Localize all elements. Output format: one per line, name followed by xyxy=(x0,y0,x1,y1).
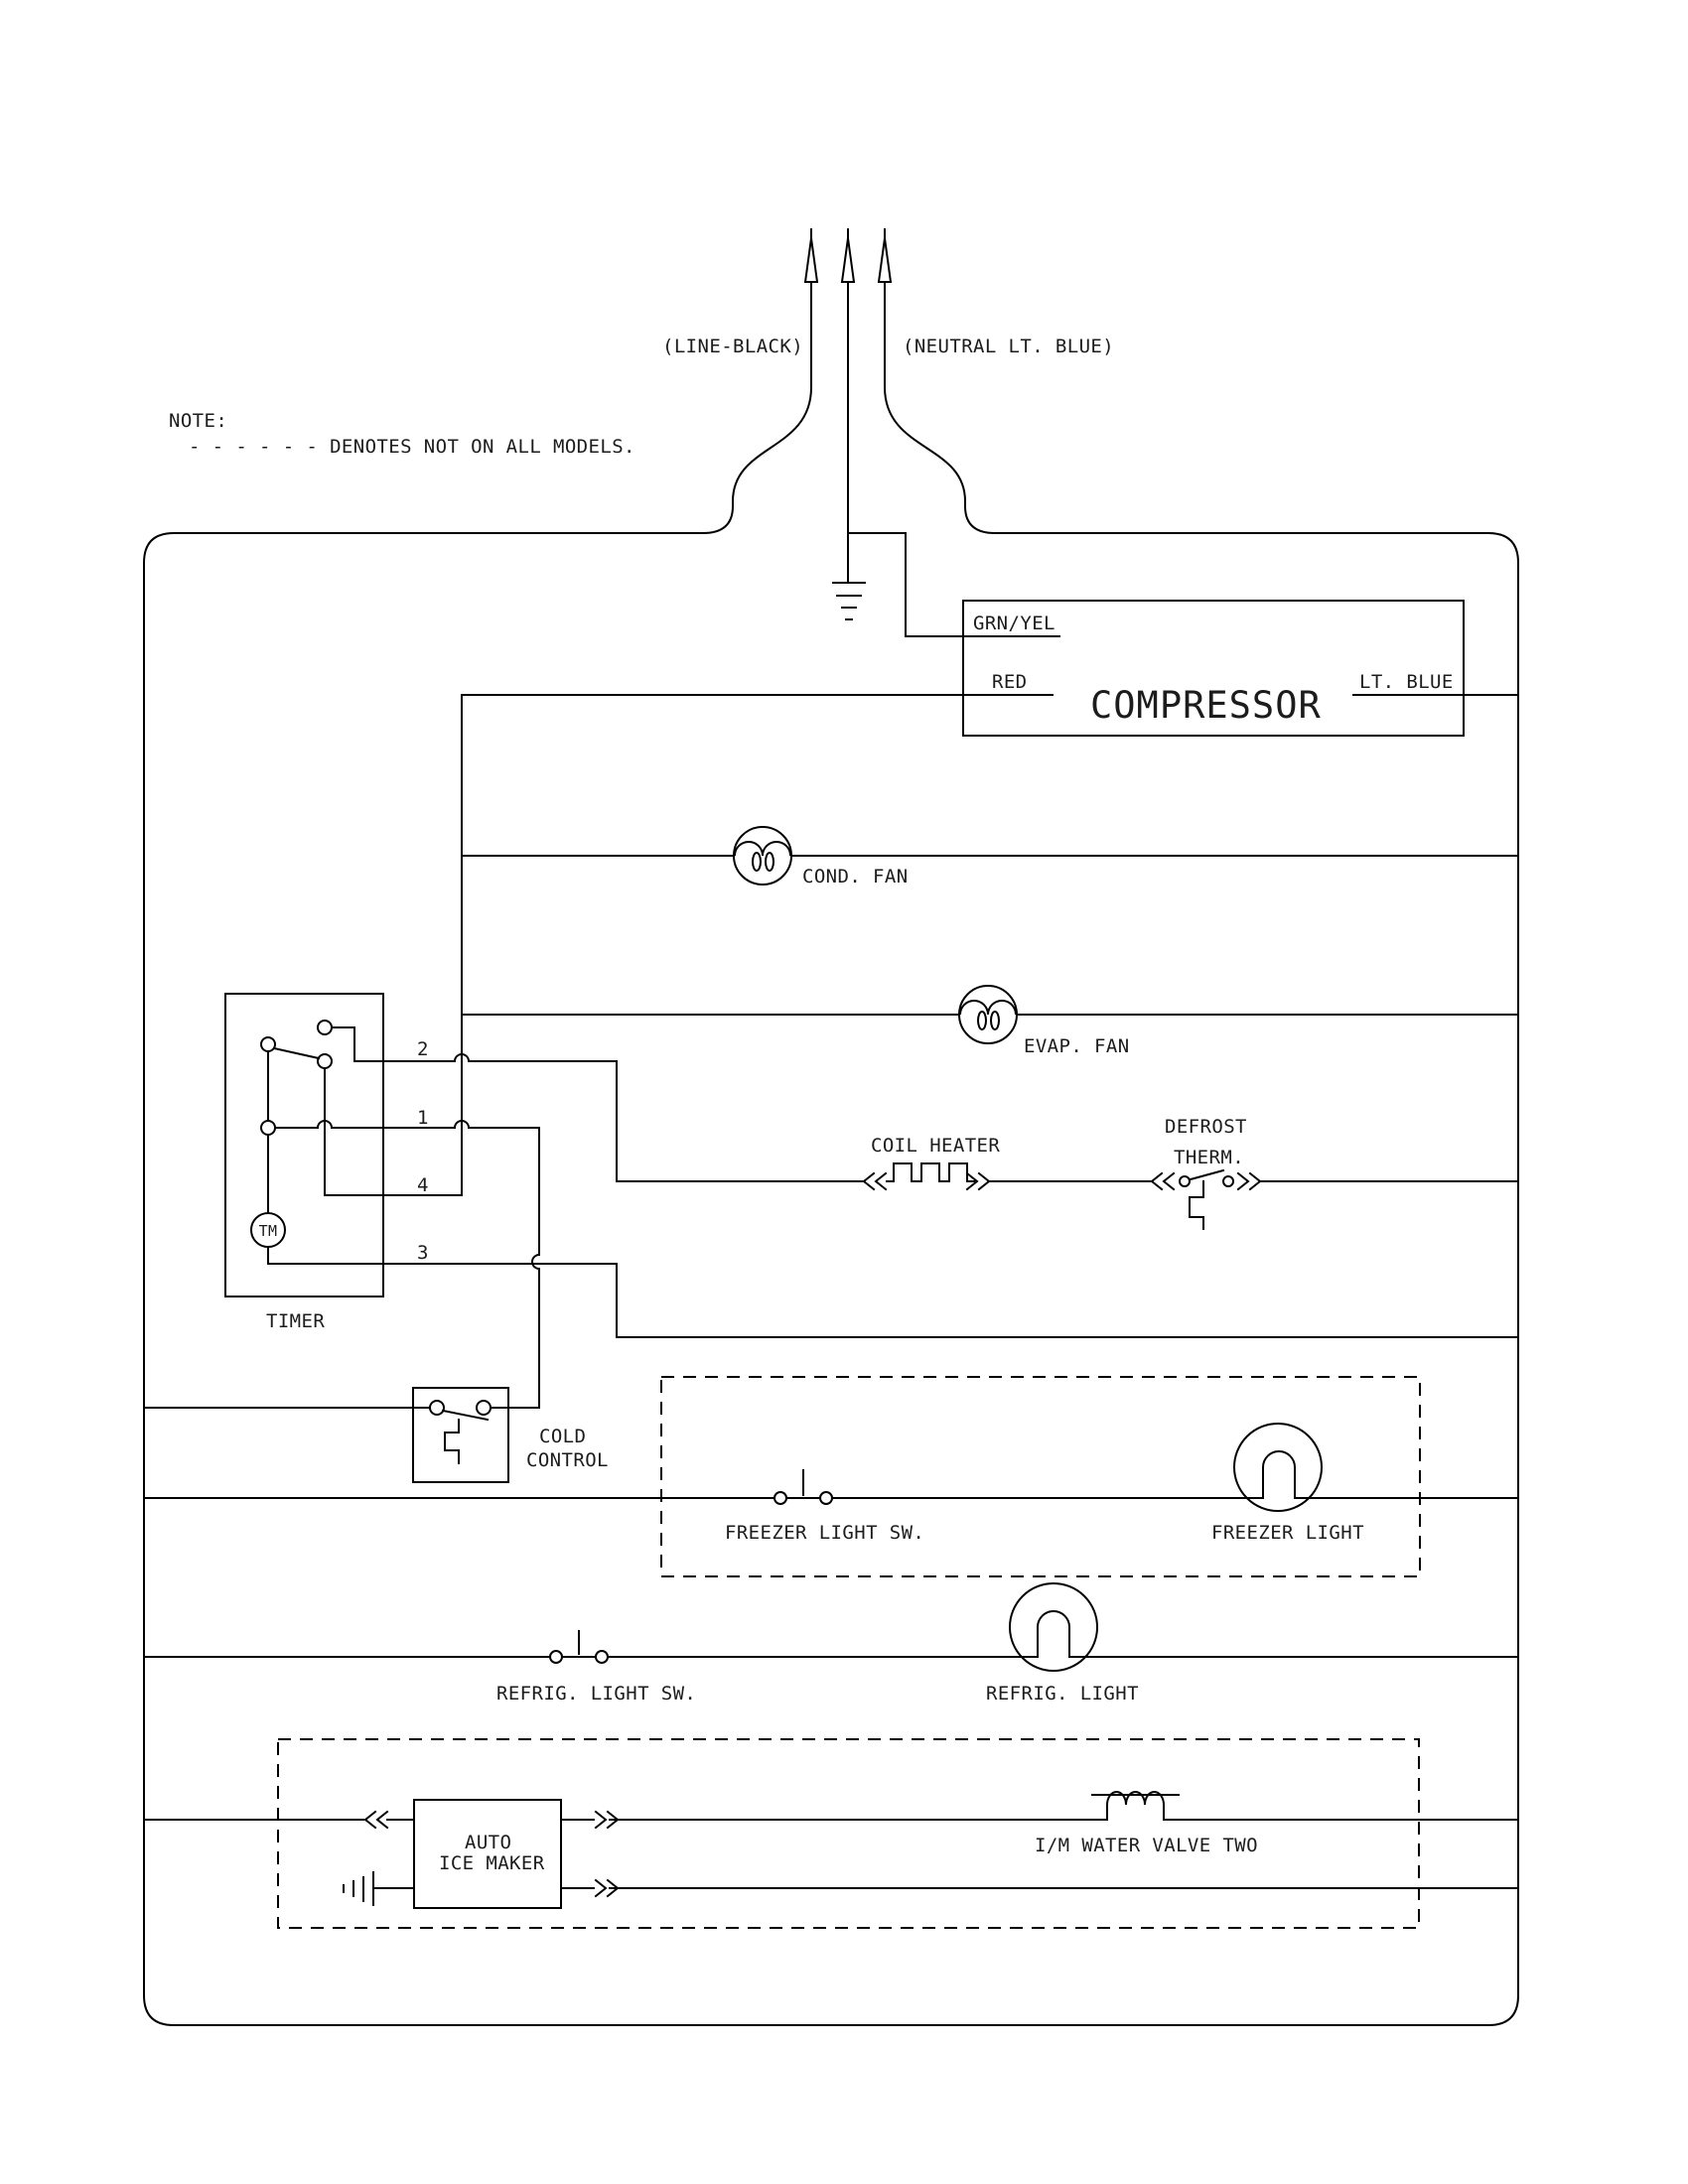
water-valve-solenoid-symbol xyxy=(1092,1792,1518,1820)
freezer-light-sw-label: FREEZER LIGHT SW. xyxy=(725,1522,925,1544)
cold-control-symbol xyxy=(144,1388,508,1482)
neutral-label: (NEUTRAL LT. BLUE) xyxy=(903,336,1115,357)
neutral-arrow-icon xyxy=(879,238,891,282)
line-arrow-icon xyxy=(805,238,817,282)
timer-terminal-2: 2 xyxy=(417,1038,429,1060)
enclosure-outline xyxy=(144,282,1518,2025)
timer-terminal-4: 4 xyxy=(417,1174,429,1196)
freezer-light-symbol xyxy=(1234,1424,1518,1511)
ground-arrow-icon xyxy=(842,238,854,282)
timer-label: TIMER xyxy=(266,1310,326,1332)
lt-blue-label: LT. BLUE xyxy=(1359,671,1454,693)
compressor-label: COMPRESSOR xyxy=(1090,684,1322,727)
note-body: - - - - - - DENOTES NOT ON ALL MODELS. xyxy=(189,436,635,458)
freezer-light-switch-symbol xyxy=(144,1470,1263,1504)
evap-fan-label: EVAP. FAN xyxy=(1024,1035,1130,1057)
cond-fan-label: COND. FAN xyxy=(802,866,909,887)
ice-maker-label-1: AUTO xyxy=(465,1832,512,1853)
refrig-light-sw-label: REFRIG. LIGHT SW. xyxy=(496,1683,697,1705)
earth-ground-icon xyxy=(833,583,865,619)
chassis-ground-icon xyxy=(344,1872,373,1905)
freezer-optional-dashed-box xyxy=(661,1377,1420,1576)
refrig-light-label: REFRIG. LIGHT xyxy=(986,1683,1139,1705)
power-supply-arrows xyxy=(805,229,891,282)
note-title: NOTE: xyxy=(169,410,228,432)
timer-motor-label: TM xyxy=(258,1222,278,1240)
timer-terminal-3: 3 xyxy=(417,1242,429,1264)
coil-heater-label: COIL HEATER xyxy=(871,1135,1001,1157)
cold-control-label-1: COLD xyxy=(539,1426,587,1447)
defrost-therm-label-2: THERM. xyxy=(1174,1147,1245,1168)
ice-maker-label-2: ICE MAKER xyxy=(439,1852,545,1874)
grn-yel-label: GRN/YEL xyxy=(973,613,1055,634)
defrost-therm-label-1: DEFROST xyxy=(1165,1116,1247,1138)
refrig-light-switch-symbol xyxy=(144,1631,1038,1663)
freezer-light-label: FREEZER LIGHT xyxy=(1211,1522,1364,1544)
refrig-light-symbol xyxy=(1010,1583,1518,1671)
timer-terminal-1: 1 xyxy=(417,1107,429,1129)
cold-control-label-2: CONTROL xyxy=(526,1449,609,1471)
evap-fan-symbol xyxy=(462,986,1518,1043)
coil-heater-symbol xyxy=(864,1163,1152,1189)
cond-fan-symbol xyxy=(462,827,1518,885)
auto-ice-maker-symbol xyxy=(144,1800,1518,1908)
ice-maker-optional-dashed-box xyxy=(278,1739,1419,1928)
water-valve-label: I/M WATER VALVE TWO xyxy=(1035,1835,1258,1856)
red-label: RED xyxy=(992,671,1028,693)
defrost-thermostat-symbol xyxy=(1152,1170,1518,1229)
line-black-label: (LINE-BLACK) xyxy=(662,336,804,357)
